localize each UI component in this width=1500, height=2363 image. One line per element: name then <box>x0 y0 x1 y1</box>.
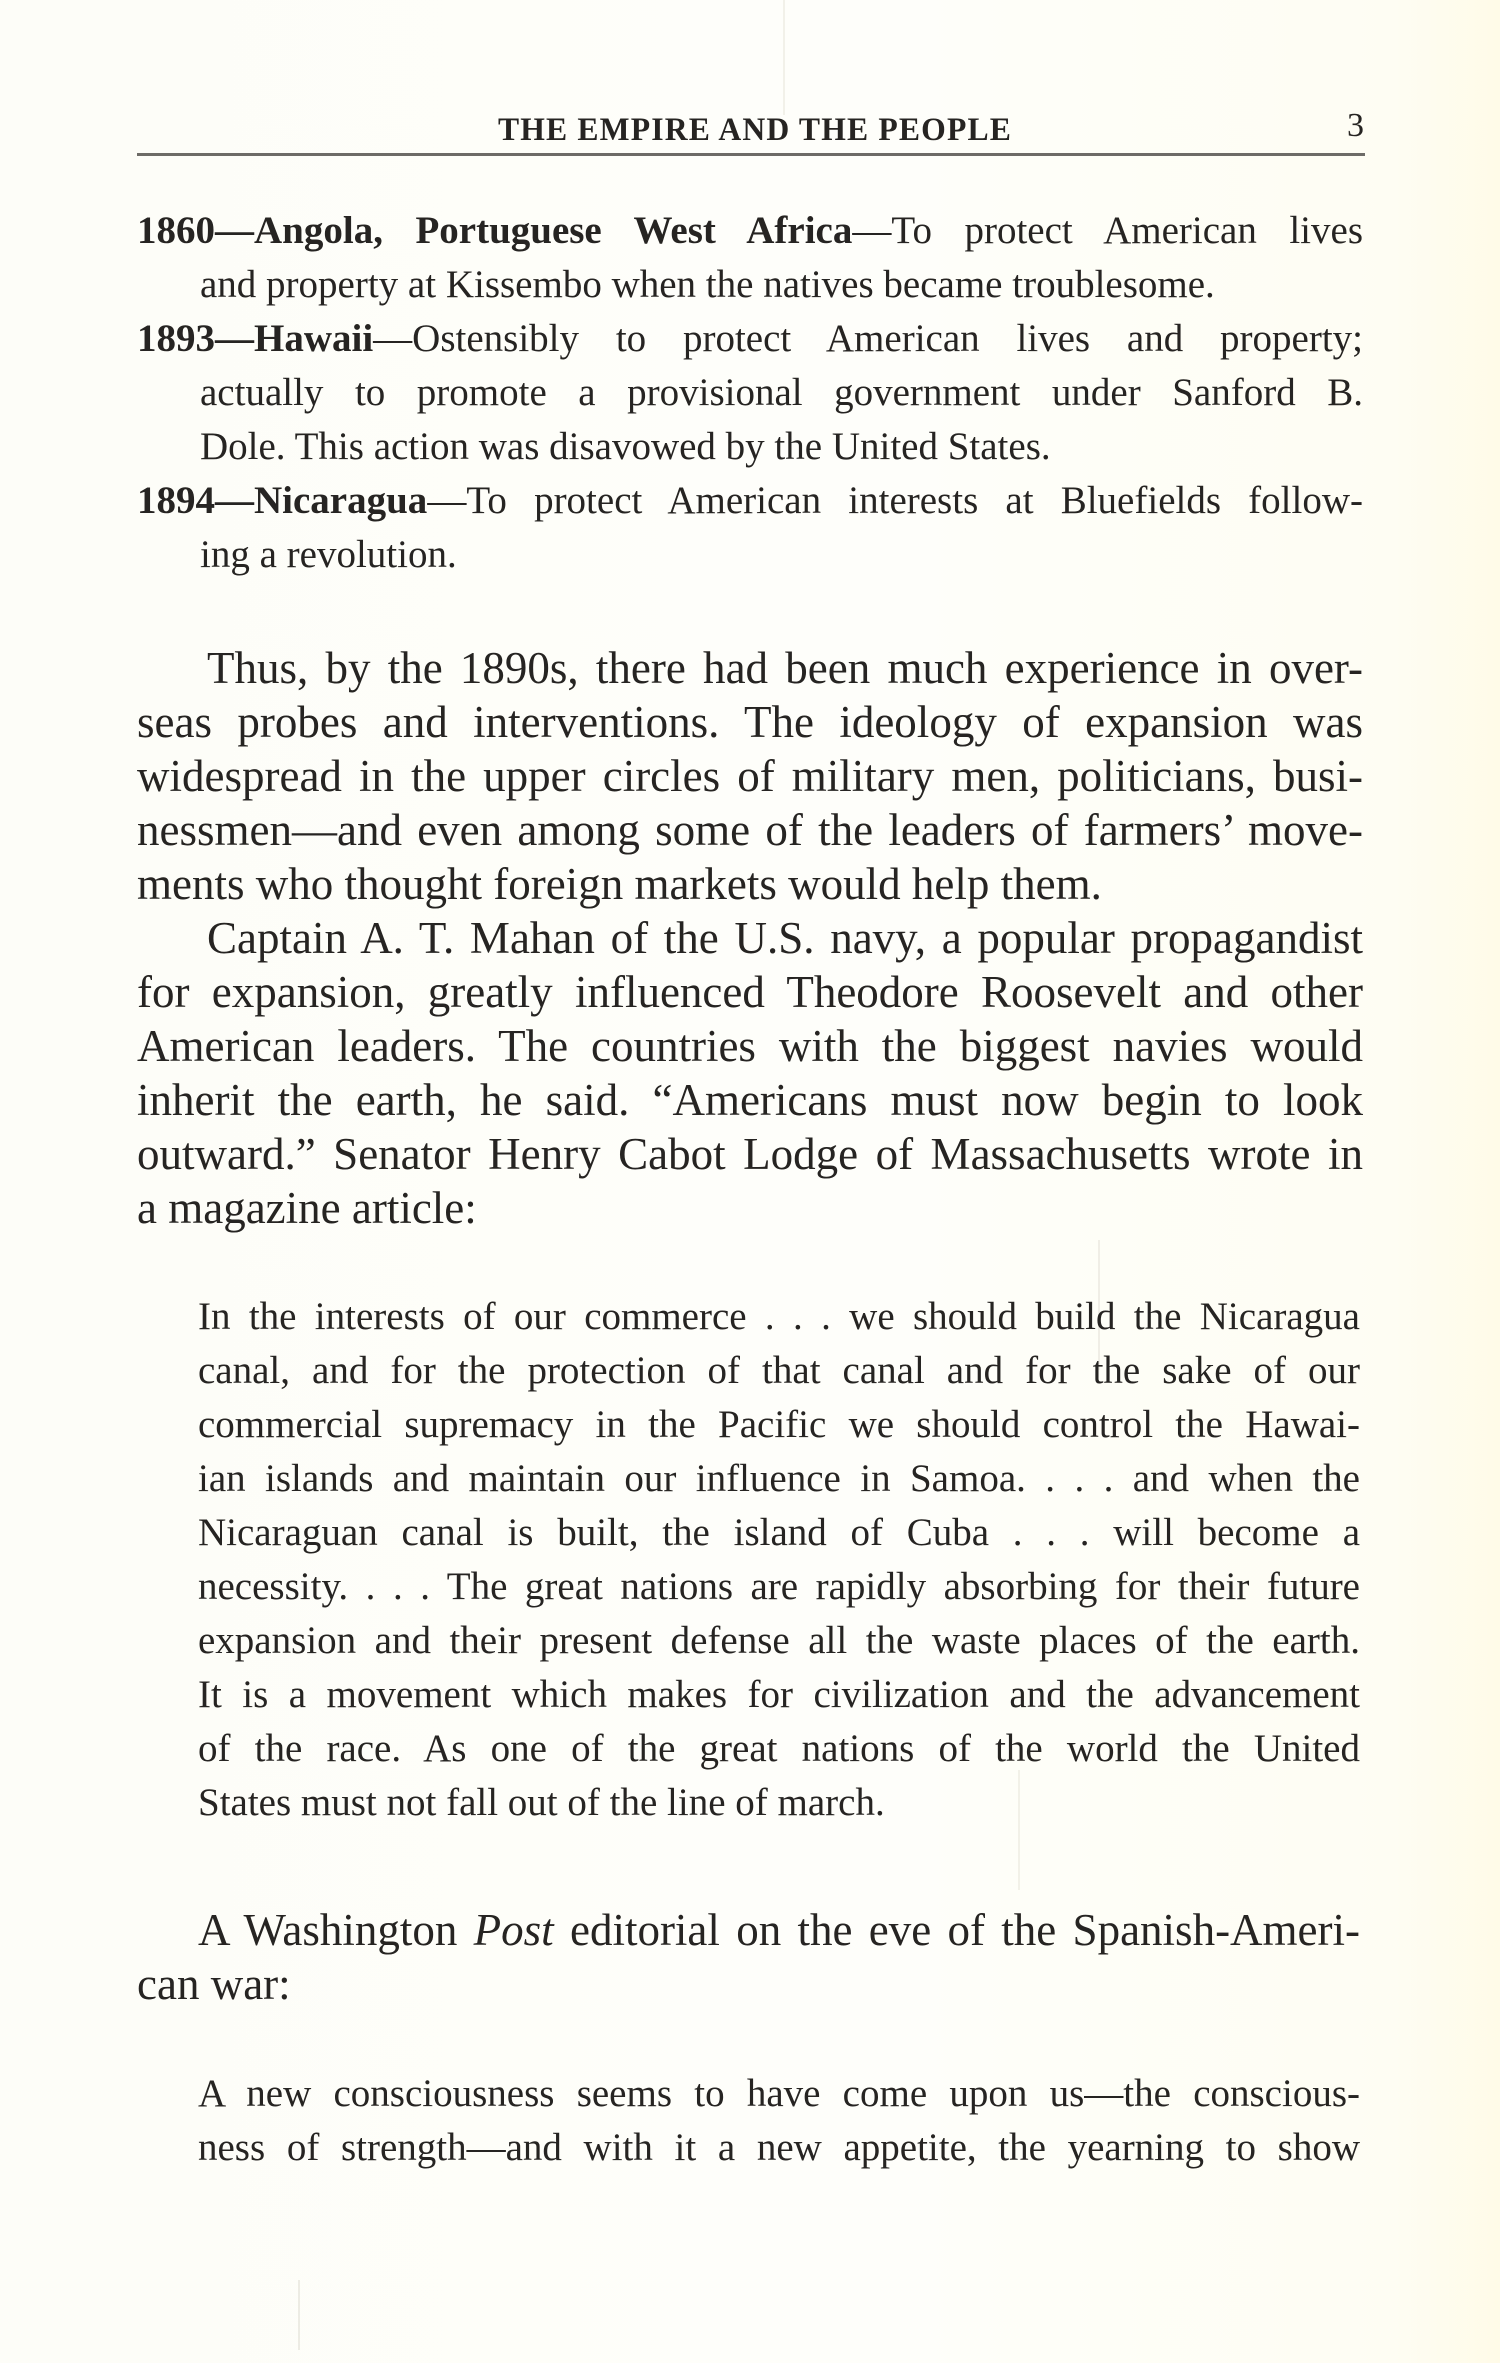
paragraph-line: outward.” Senator Henry Cabot Lodge of Massachusetts wrote in <box>137 1129 1363 1179</box>
paragraph-line: seas probes and interventions. The ideology of expansion was <box>137 697 1363 747</box>
quote-line: ian islands and maintain our influence in Samoa. . . . and when the <box>198 1457 1360 1500</box>
scan-artifact <box>783 0 785 115</box>
quote-line: necessity. . . . The great nations are rapidly absorbing for their future <box>198 1565 1360 1608</box>
paragraph-line: widespread in the upper circles of military men, politicians, busi- <box>137 751 1363 801</box>
paragraph-line: a magazine article: <box>137 1183 477 1233</box>
publication-title: Post <box>473 1905 554 1955</box>
quote-line: ness of strength—and with it a new appetite, the yearning to show <box>198 2126 1360 2169</box>
entry-place: Hawaii <box>254 317 374 360</box>
list-item: 1893—Hawaii—Ostensibly to protect American lives and property; <box>137 317 1363 360</box>
page-number: 3 <box>1347 107 1364 144</box>
quote-line: In the interests of our commerce . . . we should build the Nicaragua <box>198 1295 1360 1338</box>
paragraph-line: inherit the earth, he said. “Americans must now begin to look <box>137 1075 1363 1125</box>
list-item: 1894—Nicaragua—To protect American interests at Bluefields follow- <box>137 479 1363 522</box>
entry-year: 1893 <box>137 317 215 360</box>
entry-text: To protect American lives <box>891 209 1364 252</box>
entry-text: Ostensibly to protect American lives and property; <box>412 317 1363 360</box>
paragraph-line: can war: <box>137 1959 291 2009</box>
list-item: 1860—Angola, Portuguese West Africa—To protect American lives <box>137 209 1364 252</box>
entry-text: Dole. This action was disavowed by the United States. <box>200 425 1051 468</box>
running-title: THE EMPIRE AND THE PEOPLE <box>497 112 1013 148</box>
entry-text: and property at Kissembo when the natives became troublesome. <box>200 263 1215 306</box>
entry-place: Nicaragua <box>254 479 428 522</box>
quote-line: expansion and their present defense all the waste places of the earth. <box>198 1619 1360 1662</box>
entry-text: actually to promote a provisional government under Sanford B. <box>200 371 1363 414</box>
paragraph-line: A Washington Post editorial on the eve of the Spanish-Ameri- <box>198 1905 1360 1955</box>
paragraph-line: nessmen—and even among some of the leaders of farmers’ move- <box>137 805 1363 855</box>
quote-line: Nicaraguan canal is built, the island of Cuba . . . will become a <box>198 1511 1360 1554</box>
entry-year: 1894 <box>137 479 215 522</box>
paragraph-line: for expansion, greatly influenced Theodore Roosevelt and other <box>137 967 1363 1017</box>
entry-year: 1860 <box>137 209 215 252</box>
entry-text: To protect American interests at Bluefields follow- <box>466 479 1363 522</box>
entry-place: Angola, Portuguese West Africa <box>254 209 853 252</box>
header-rule <box>137 153 1365 156</box>
quote-line: canal, and for the protection of that canal and for the sake of our <box>198 1349 1360 1392</box>
quote-line: States must not fall out of the line of march. <box>198 1781 885 1824</box>
paragraph-line: ments who thought foreign markets would help them. <box>137 859 1102 909</box>
quote-line: commercial supremacy in the Pacific we should control the Hawai- <box>198 1403 1360 1446</box>
quote-line: It is a movement which makes for civilization and the advancement <box>198 1673 1360 1716</box>
paragraph-line: American leaders. The countries with the biggest navies would <box>137 1021 1363 1071</box>
quote-line: A new consciousness seems to have come upon us—the conscious- <box>198 2072 1360 2115</box>
quote-line: of the race. As one of the great nations of the world the United <box>198 1727 1360 1770</box>
entry-text: ing a revolution. <box>200 533 457 576</box>
scan-artifact <box>298 2280 300 2350</box>
paragraph-line: Captain A. T. Mahan of the U.S. navy, a popular propagandist <box>207 913 1363 963</box>
paragraph-line: Thus, by the 1890s, there had been much experience in over- <box>207 643 1363 693</box>
